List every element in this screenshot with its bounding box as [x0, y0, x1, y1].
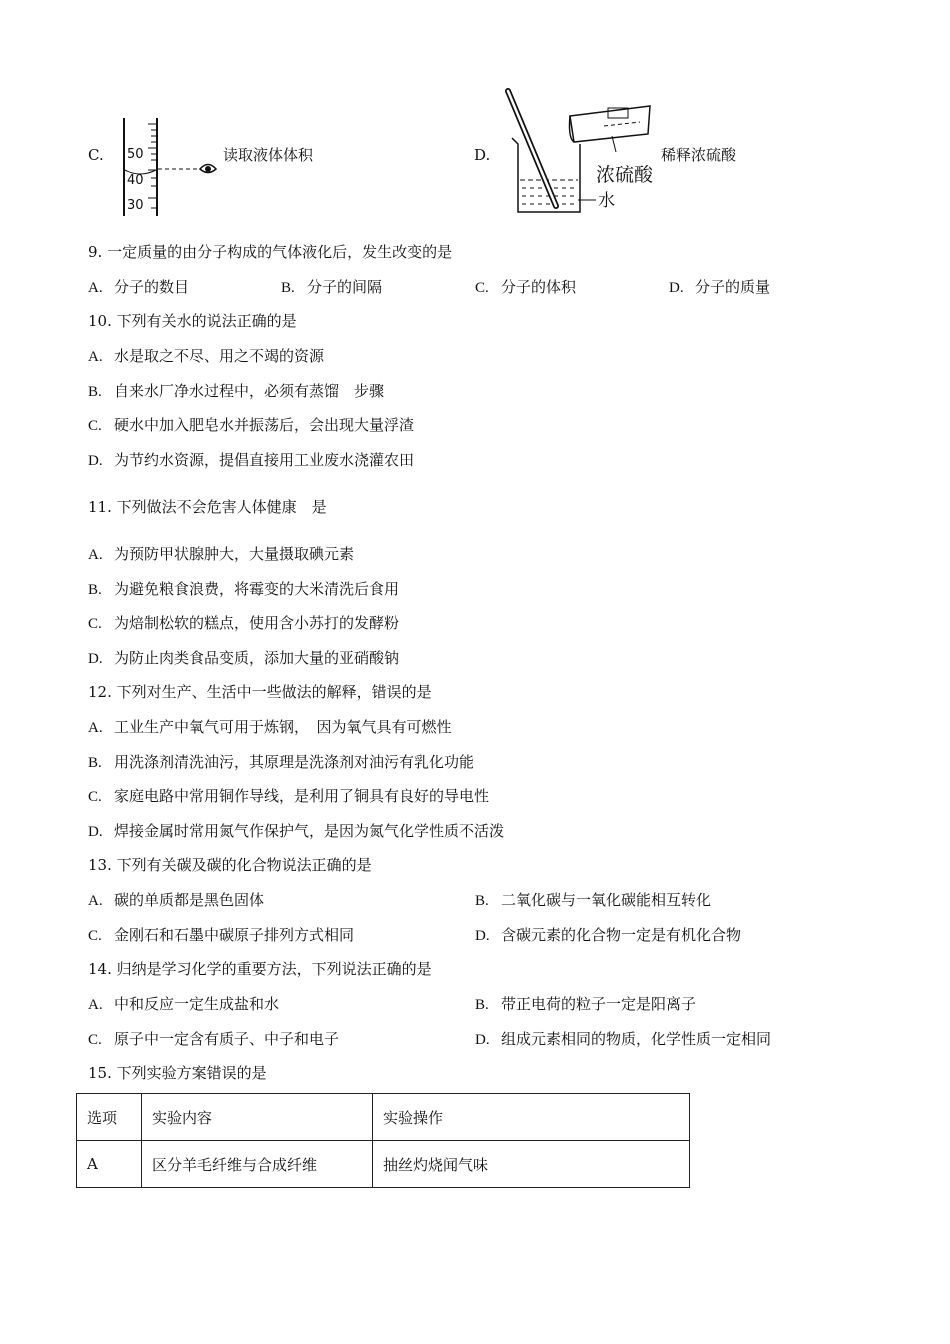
q9-option-a: A. 分子的数目 — [88, 278, 190, 296]
q9-option-b: B. 分子的间隔 — [281, 278, 383, 296]
q14-option-d: D. 组成元素相同的物质，化学性质一定相同 — [475, 1030, 772, 1048]
figure-c-caption: 读取液体体积 — [223, 146, 314, 164]
experiment-table — [76, 1093, 690, 1188]
table-cell: 区分羊毛纤维与合成纤维 — [142, 1141, 373, 1188]
q11-option-d: D. 为防止肉类食品变质，添加大量的亚硝酸钠 — [88, 649, 400, 667]
q14-option-c: C. 原子中一定含有质子、中子和电子 — [88, 1030, 340, 1048]
glass-rod — [508, 91, 556, 206]
tick-label-30: 30 — [127, 198, 144, 213]
q13-option-a: A. 碳的单质都是黑色固体 — [88, 891, 265, 909]
acid-label: 浓硫酸 — [596, 164, 654, 186]
q14-option-a: A. 中和反应一定生成盐和水 — [88, 995, 280, 1013]
q13-stem: 13. 下列有关碳及碳的化合物说法正确的是 — [88, 856, 372, 874]
table-header-cell: 实验操作 — [373, 1094, 690, 1141]
q9-option-c: C. 分子的体积 — [475, 278, 577, 296]
q14-stem: 14. 归纳是学习化学的重要方法，下列说法正确的是 — [88, 960, 432, 978]
table-cell: A — [77, 1141, 142, 1188]
water-label: 水 — [598, 191, 615, 211]
q12-stem: 12. 下列对生产、生活中一些做法的解释，错误的是 — [88, 683, 432, 701]
q9-stem: 9. 一定质量的由分子构成的气体液化后，发生改变的是 — [88, 243, 453, 261]
table-header-row — [77, 1094, 690, 1141]
tick-label-50: 50 — [127, 147, 144, 162]
q10-option-b: B. 自来水厂净水过程中，必须有蒸馏 步骤 — [88, 382, 385, 400]
q12-option-a: A. 工业生产中氧气可用于炼钢， 因为氧气具有可燃性 — [88, 718, 452, 736]
q12-option-c: C. 家庭电路中常用铜作导线，是利用了铜具有良好的导电性 — [88, 787, 490, 805]
figure-c-label: C. — [88, 146, 104, 164]
q12-option-d: D. 焊接金属时常用氮气作保护气，是因为氮气化学性质不活泼 — [88, 822, 505, 840]
q15-stem: 15. 下列实验方案错误的是 — [88, 1064, 267, 1082]
reagent-bottle — [570, 106, 651, 142]
q13-option-b: B. 二氧化碳与一氧化碳能相互转化 — [475, 891, 712, 909]
q11-option-c: C. 为焙制松软的糕点，使用含小苏打的发酵粉 — [88, 614, 400, 632]
q13-option-d: D. 含碳元素的化合物一定是有机化合物 — [475, 926, 742, 944]
q10-option-d: D. 为节约水资源，提倡直接用工业废水浇灌农田 — [88, 451, 415, 469]
q12-option-b: B. 用洗涤剂清洗油污，其原理是洗涤剂对油污有乳化功能 — [88, 753, 475, 771]
q11-option-a: A. 为预防甲状腺肿大，大量摄取碘元素 — [88, 545, 355, 563]
table-header-cell: 实验内容 — [142, 1094, 373, 1141]
q9-option-d: D. 分子的质量 — [669, 278, 771, 296]
figure-d-caption: 稀释浓硫酸 — [661, 146, 737, 164]
q10-stem: 10. 下列有关水的说法正确的是 — [88, 312, 297, 330]
table-cell: 抽丝灼烧闻气味 — [373, 1141, 690, 1188]
q11-option-b: B. 为避免粮食浪费，将霉变的大米清洗后食用 — [88, 580, 400, 598]
table-row — [77, 1141, 690, 1188]
q10-option-a: A. 水是取之不尽、用之不竭的资源 — [88, 347, 325, 365]
q14-option-b: B. 带正电荷的粒子一定是阳离子 — [475, 995, 697, 1013]
tick-label-40: 40 — [127, 173, 144, 188]
q11-stem: 11. 下列做法不会危害人体健康 是 — [88, 498, 327, 516]
q10-option-c: C. 硬水中加入肥皂水并振荡后，会出现大量浮渣 — [88, 416, 415, 434]
dilution-figure — [500, 88, 660, 220]
graduated-cylinder-figure — [112, 112, 222, 220]
figure-d-label: D. — [474, 146, 491, 164]
q13-option-c: C. 金刚石和石墨中碳原子排列方式相同 — [88, 926, 355, 944]
table-header-cell: 选项 — [77, 1094, 142, 1141]
eye-icon — [200, 165, 216, 173]
